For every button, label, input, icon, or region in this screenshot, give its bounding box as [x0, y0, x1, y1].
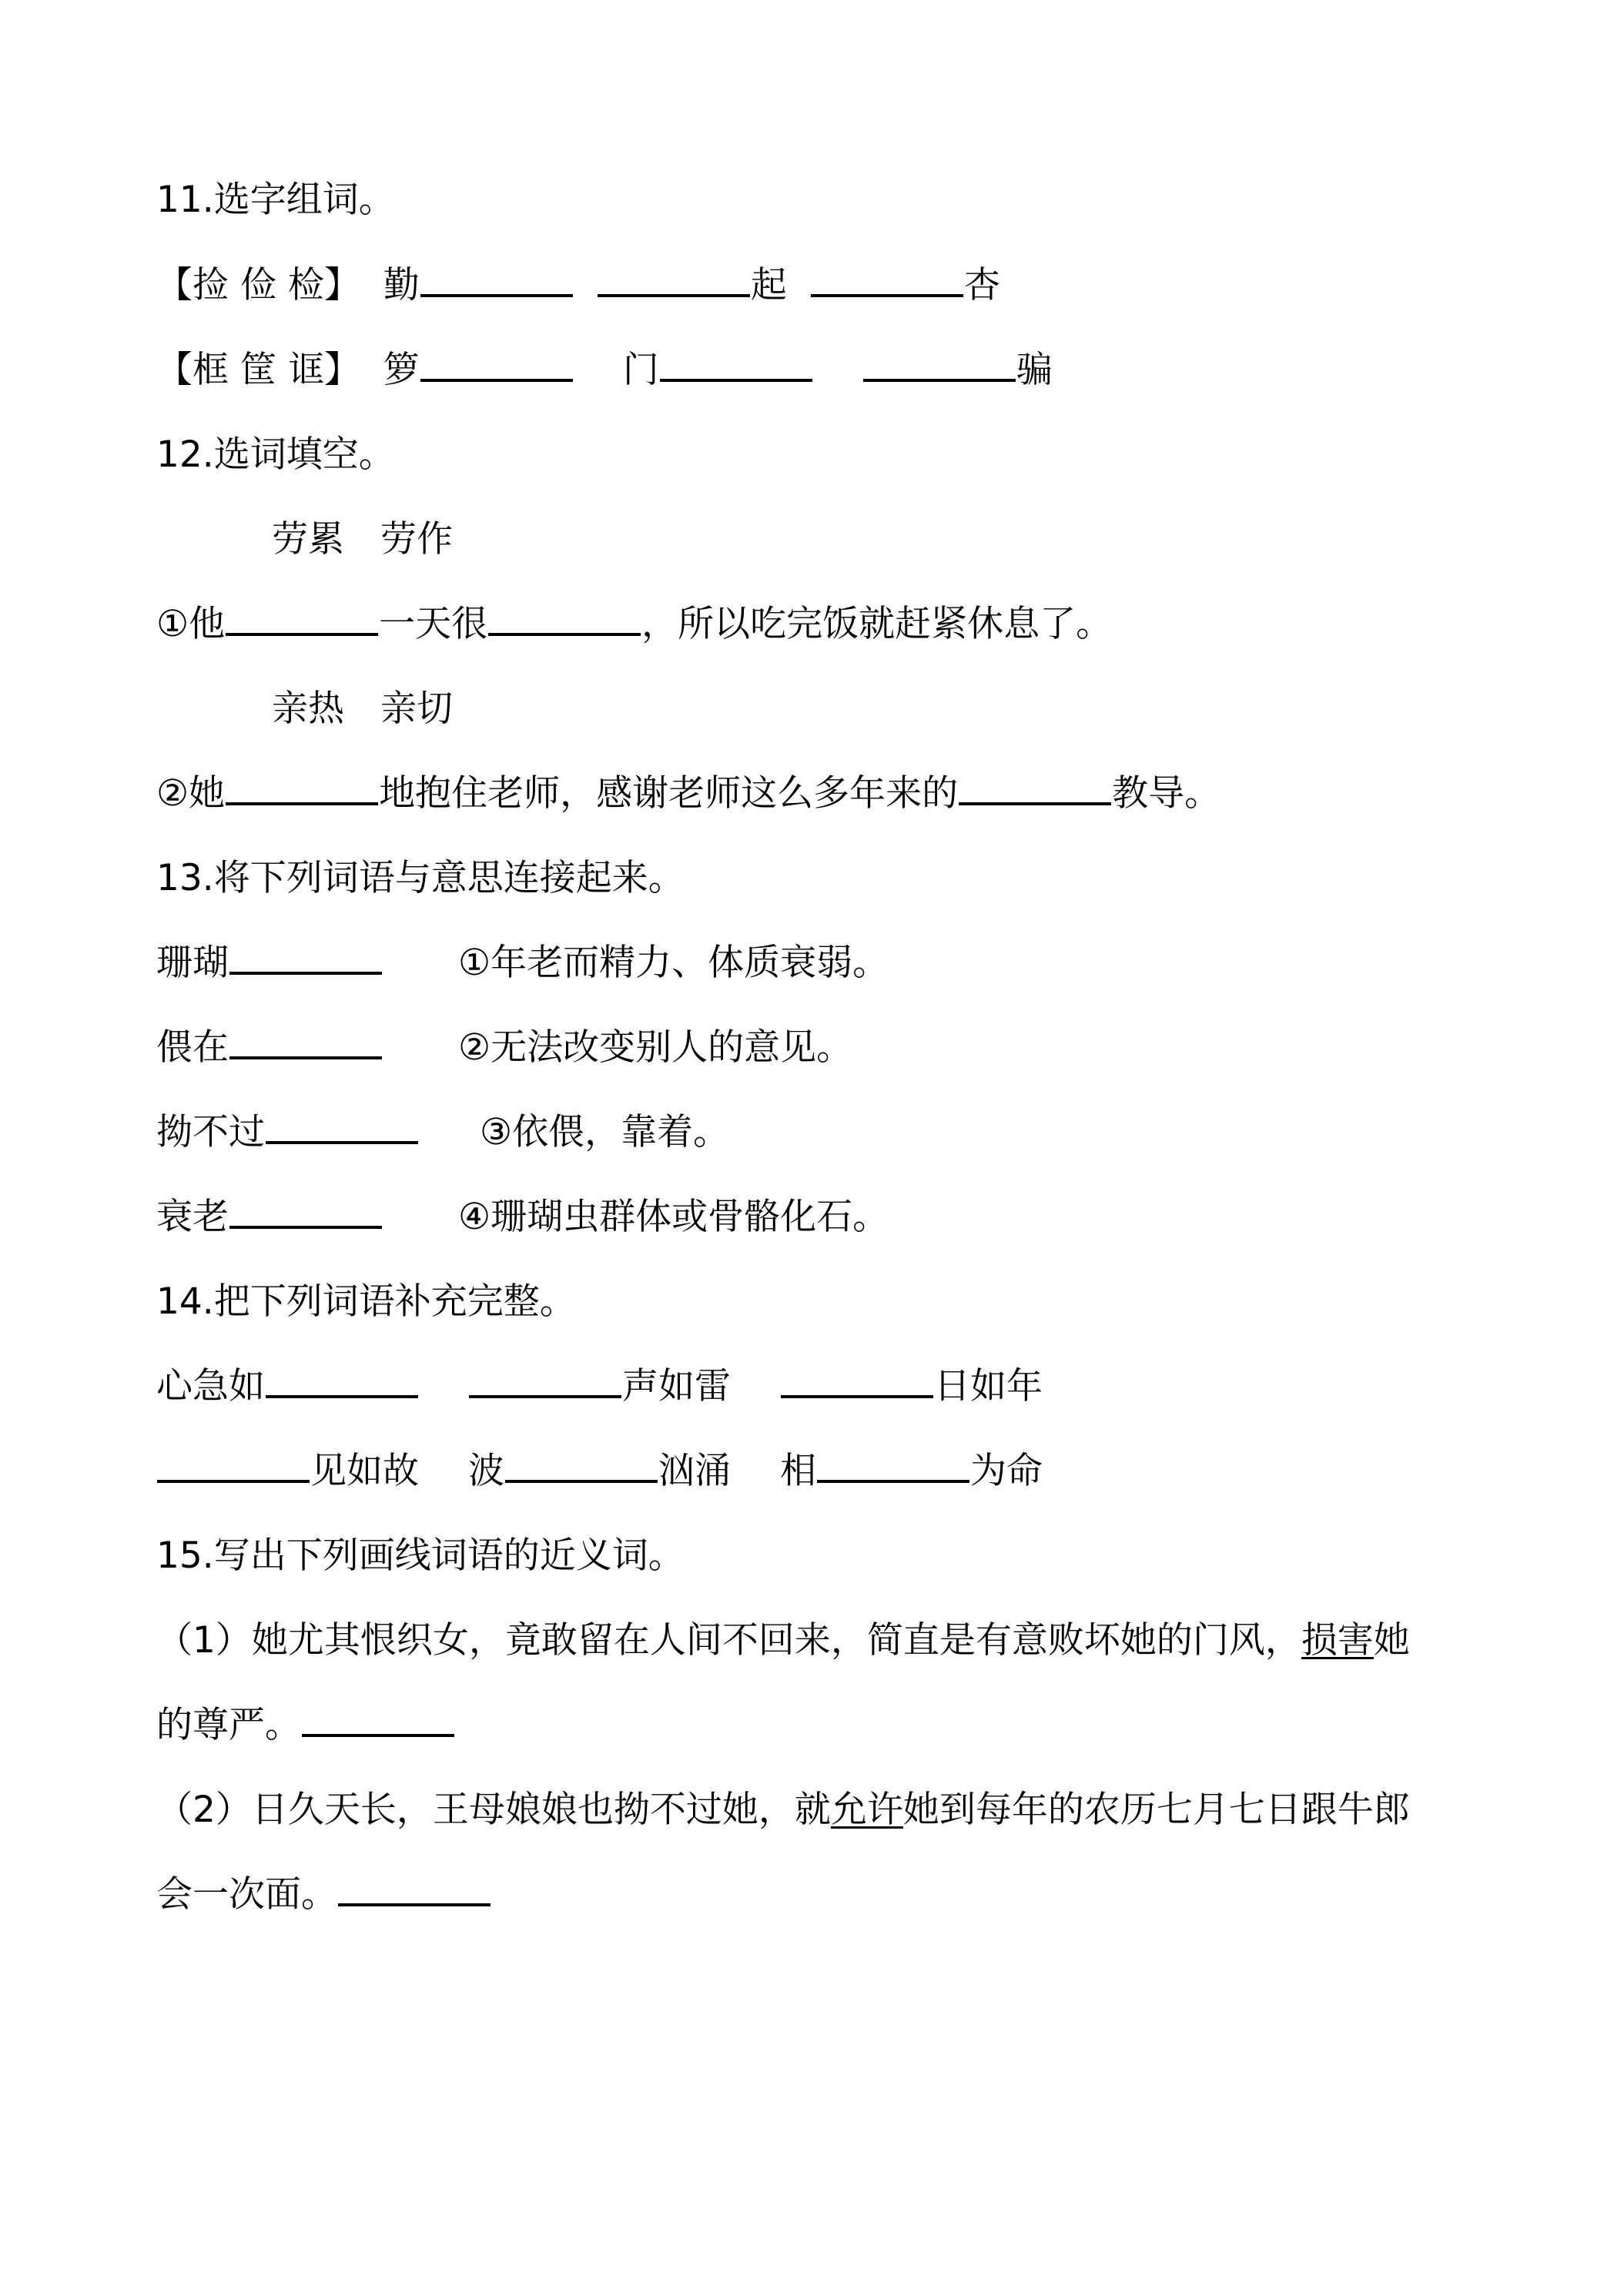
q15-item1-underlined-word: 损害 — [1301, 1619, 1374, 1662]
q12-s2-part-c: 教导。 — [1112, 772, 1221, 815]
q13-meaning: ③依偎，靠着。 — [480, 1111, 730, 1153]
answer-blank[interactable] — [817, 1480, 969, 1483]
q13-word: 珊瑚 — [156, 942, 229, 984]
q11-row2-char2: 门 — [622, 349, 659, 391]
q14-r2-b2: 汹涌 — [658, 1450, 731, 1492]
q13-row — [156, 1021, 852, 1075]
q13-meaning: ①年老而精力、体质衰弱。 — [458, 942, 889, 984]
q15-item2-line2 — [156, 1868, 491, 1922]
answer-blank[interactable] — [302, 1734, 454, 1737]
answer-blank[interactable] — [420, 294, 573, 297]
q13-row — [156, 936, 889, 990]
answer-blank[interactable] — [229, 972, 382, 975]
q14-row2 — [156, 1444, 1043, 1498]
answer-blank[interactable] — [598, 294, 750, 297]
q15-item2-underlined-word: 允许 — [830, 1789, 903, 1831]
q14-r1-c: 日如年 — [934, 1365, 1043, 1407]
answer-blank[interactable] — [660, 379, 812, 382]
q14-row1 — [156, 1360, 1043, 1414]
answer-blank[interactable] — [266, 1395, 418, 1398]
answer-blank[interactable] — [157, 1480, 310, 1483]
answer-blank[interactable] — [505, 1480, 658, 1483]
q13-meaning: ④珊瑚虫群体或骨骼化石。 — [458, 1196, 889, 1238]
q11-row1-char3: 杏 — [963, 264, 1000, 306]
q13-row — [156, 1106, 729, 1160]
q15-item2-pre: （2）日久天长，王母娘娘也拗不过她，就 — [156, 1789, 831, 1831]
q11-row2-group: 【框 筐 诓】 — [156, 349, 360, 391]
q15-item1-line1 — [156, 1614, 1410, 1668]
q12-title: 12.选词填空。 — [156, 433, 395, 476]
q15-item2-line2-text: 会一次面。 — [156, 1873, 337, 1916]
q11-row1 — [156, 259, 1000, 313]
q13-word: 拗不过 — [156, 1111, 265, 1153]
q12-s1-part-b: 一天很 — [379, 603, 488, 645]
q15-item1-post: 她 — [1373, 1619, 1410, 1662]
q13-word: 衰老 — [156, 1196, 229, 1238]
q11-row2-char3: 骗 — [1016, 349, 1053, 391]
q12-s1-part-c: ，所以吃完饭就赶紧休息了。 — [641, 603, 1113, 645]
q13-meaning: ②无法改变别人的意见。 — [458, 1026, 853, 1069]
q11-row1-char1: 勤 — [383, 264, 420, 306]
q12-s1-part-a: ①他 — [156, 603, 226, 645]
q14-r2-c1: 相 — [780, 1450, 816, 1492]
q14-r1-b: 声如雷 — [622, 1365, 731, 1407]
answer-blank[interactable] — [229, 1226, 382, 1229]
q14-r2-b1: 波 — [468, 1450, 504, 1492]
answer-blank[interactable] — [338, 1903, 491, 1906]
q12-options1: 劳累 劳作 — [272, 518, 453, 561]
q12-sentence2 — [156, 767, 1221, 821]
q13-title: 13.将下列词语与意思连接起来。 — [156, 857, 685, 899]
q14-r1-a: 心急如 — [156, 1365, 265, 1407]
answer-blank[interactable] — [229, 1056, 382, 1059]
q11-row2-char1: 箩 — [383, 349, 420, 391]
q15-item1-pre: （1）她尤其恨织女，竟敢留在人间不回来，简直是有意败坏她的门风， — [156, 1619, 1301, 1662]
answer-blank[interactable] — [420, 379, 573, 382]
q15-title: 15.写出下列画线词语的近义词。 — [156, 1535, 685, 1577]
q14-r2-c2: 为命 — [970, 1450, 1043, 1492]
q12-s2-part-b: 地抱住老师，感谢老师这么多年来的 — [379, 772, 959, 815]
answer-blank[interactable] — [488, 633, 641, 636]
answer-blank[interactable] — [226, 802, 378, 805]
q14-title: 14.把下列词语补充完整。 — [156, 1280, 576, 1323]
q11-row1-char2: 起 — [750, 264, 787, 306]
q15-item1-line2-text: 的尊严。 — [156, 1704, 301, 1746]
q14-r2-a: 见如故 — [310, 1450, 419, 1492]
q11-title: 11.选字组词。 — [156, 179, 395, 221]
answer-blank[interactable] — [469, 1395, 621, 1398]
q12-s2-part-a: ②她 — [156, 772, 226, 815]
answer-blank[interactable] — [266, 1141, 418, 1144]
q15-item2-post: 她到每年的农历七月七日跟牛郎 — [902, 1789, 1410, 1831]
q12-sentence1 — [156, 597, 1112, 651]
q12-options2: 亲热 亲切 — [272, 688, 453, 730]
answer-blank[interactable] — [781, 1395, 933, 1398]
answer-blank[interactable] — [863, 379, 1016, 382]
q11-row1-group: 【捡 俭 检】 — [156, 264, 360, 306]
answer-blank[interactable] — [226, 633, 378, 636]
answer-blank[interactable] — [811, 294, 963, 297]
q13-word: 偎在 — [156, 1026, 229, 1069]
answer-blank[interactable] — [959, 802, 1111, 805]
q11-row2 — [156, 343, 1053, 397]
q15-item1-line2 — [156, 1699, 455, 1752]
q15-item2-line1 — [156, 1783, 1410, 1837]
q13-row — [156, 1190, 889, 1244]
